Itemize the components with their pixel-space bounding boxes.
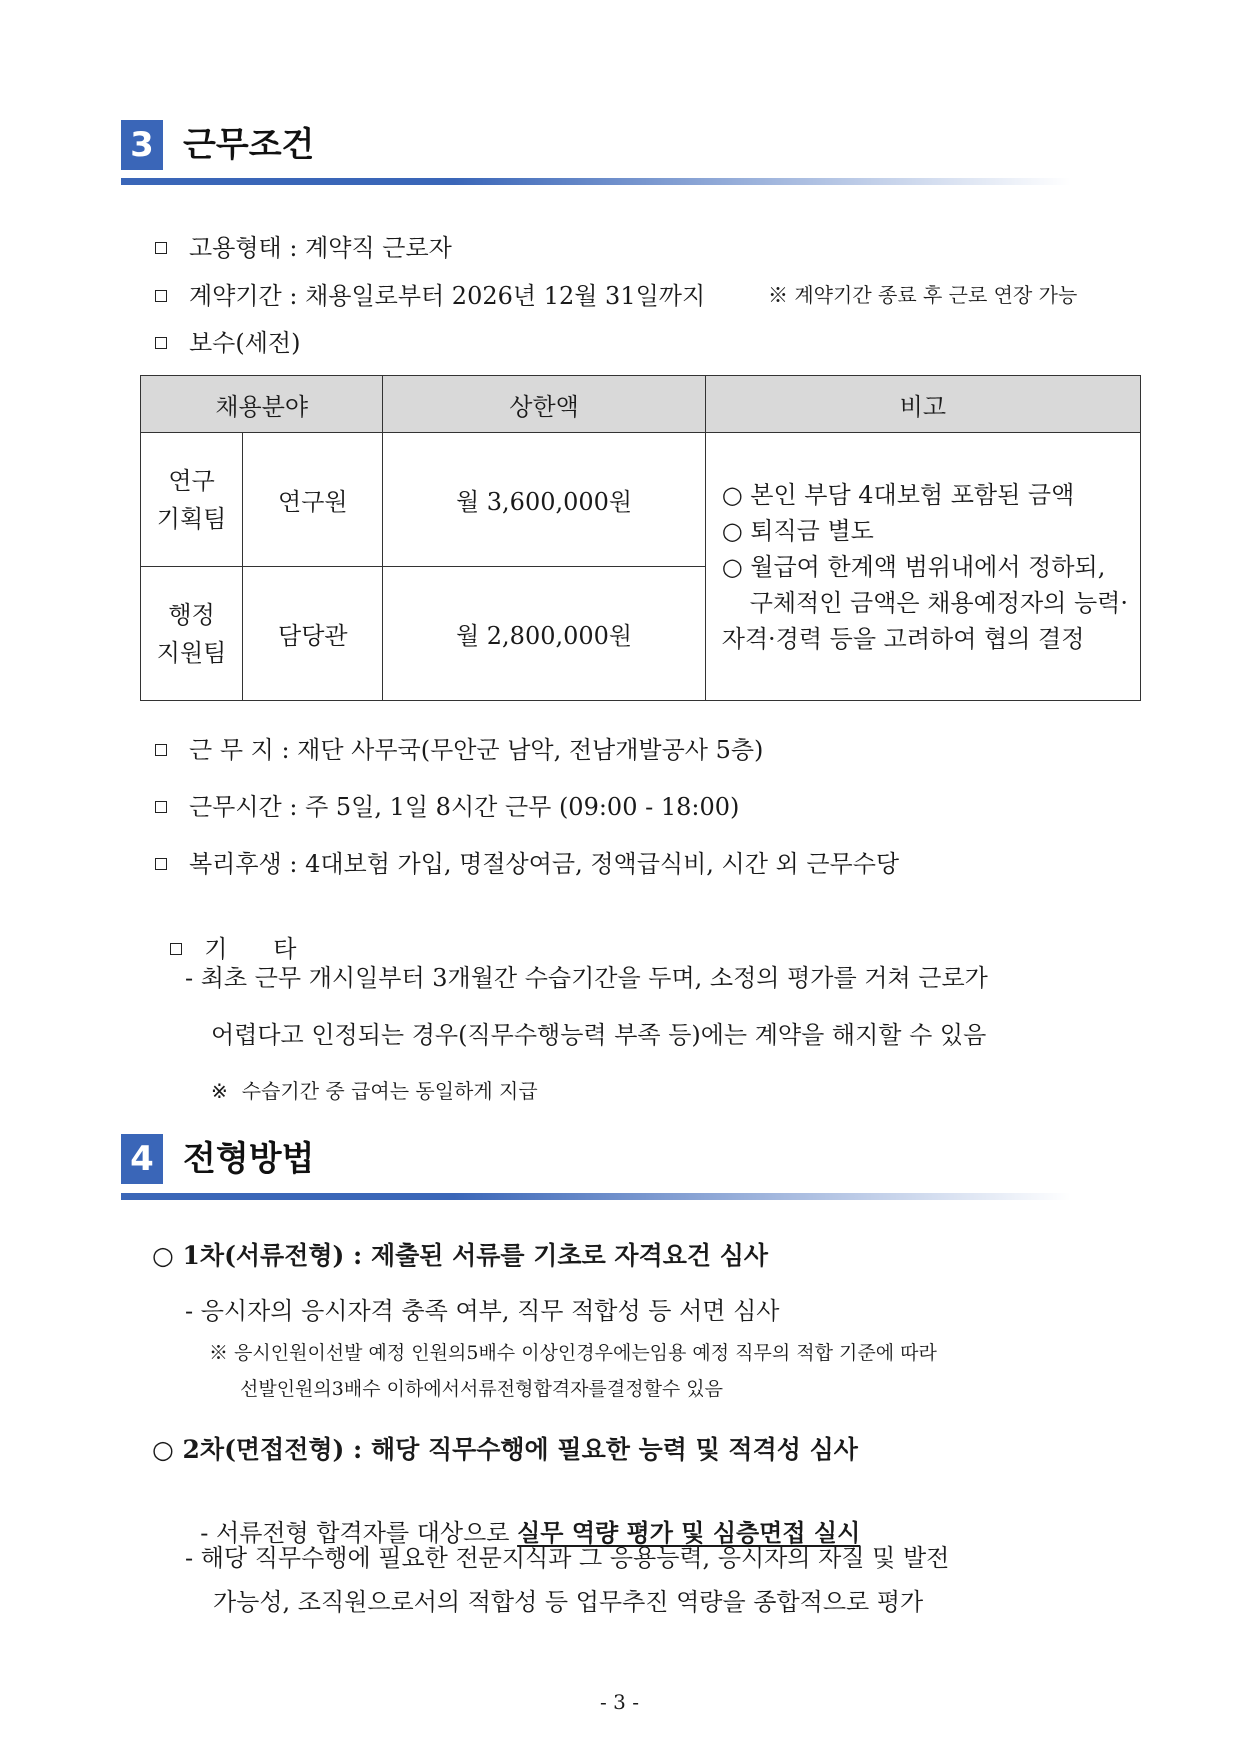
header-amount: 상한액 (383, 376, 705, 433)
stage-2-heading: ○ 2차(면접전형) : 해당 직무수행에 필요한 능력 및 적격성 심사 (152, 1435, 858, 1464)
amount-cell: 월 2,800,000원 (383, 567, 705, 701)
stage-2-line-3: 가능성, 조직원으로서의 적합성 등 업무추진 역량을 종합적으로 평가 (213, 1588, 924, 1616)
stage-1-note-1: ※ 응시인원이선발 예정 인원의5배수 이상인경우에는임용 예정 직무의 적합 기준에 따라 (209, 1342, 937, 1364)
square-bullet-icon (155, 801, 167, 813)
square-bullet-icon (155, 290, 167, 302)
amount-cell: 월 3,600,000원 (383, 433, 705, 567)
header-field: 채용분야 (141, 376, 383, 433)
section-4-divider (121, 1193, 1071, 1200)
stage-2-line-2: - 해당 직무수행에 필요한 전문지식과 그 응용능력, 응시자의 자질 및 발전 (185, 1544, 950, 1572)
page-number: - 3 - (600, 1690, 639, 1714)
section-3-number: 3 (121, 120, 163, 170)
etc-note: ※ 수습기간 중 급여는 동일하게 지급 (211, 1079, 538, 1103)
work-hours-item: 근무시간 : 주 5일, 1일 8시간 근무 (09:00 - 18:00) (155, 787, 739, 822)
header-remarks: 비고 (705, 376, 1140, 433)
etc-line-1: - 최초 근무 개시일부터 3개월간 수습기간을 두며, 소정의 평가를 거쳐 근로가 (185, 964, 988, 992)
stage-1-line: - 응시자의 응시자격 충족 여부, 직무 적합성 등 서면 심사 (185, 1297, 780, 1325)
remarks-cell: ○ 본인 부담 4대보험 포함된 금액 ○ 퇴직금 별도 ○ 월급여 한계액 범위내에서 정하되, 구체적인 금액은 채용예정자의 능력· 자격·경력 등을 고려하여 협의 결정 (705, 433, 1140, 701)
section-4-number: 4 (121, 1134, 163, 1184)
etc-item: 기 타 (155, 901, 296, 964)
contract-note: ※ 계약기간 종료 후 근로 연장 가능 (768, 283, 1078, 307)
stage-2-line-1: - 서류전형 합격자를 대상으로 실무 역량 평가 및 심층면접 실시 (200, 1518, 861, 1547)
salary-label-item: 보수(세전) (155, 323, 300, 358)
stage-1-heading: ○ 1차(서류전형) : 제출된 서류를 기초로 자격요건 심사 (152, 1241, 769, 1270)
salary-table (140, 375, 1141, 701)
salary-table-header (141, 376, 1141, 433)
section-3-divider (121, 178, 1071, 185)
table-row (141, 433, 1141, 567)
team-cell: 연구 기획팀 (141, 433, 243, 567)
stage-1-note-2: 선발인원의3배수 이하에서서류전형합격자를결정할수 있음 (240, 1378, 724, 1400)
section-4-title: 전형방법 (183, 1139, 315, 1179)
square-bullet-icon (155, 858, 167, 870)
workplace-item: 근 무 지 : 재단 사무국(무안군 남악, 전남개발공사 5층) (155, 730, 763, 765)
position-cell: 담당관 (243, 567, 383, 701)
square-bullet-icon (155, 744, 167, 756)
welfare-item: 복리후생 : 4대보험 가입, 명절상여금, 정액급식비, 시간 외 근무수당 (155, 844, 899, 879)
employment-type-item: 고용형태 : 계약직 근로자 (155, 228, 452, 263)
section-3-title: 근무조건 (183, 125, 315, 165)
contract-period-item: 계약기간 : 채용일로부터 2026년 12월 31일까지 (155, 276, 705, 311)
etc-line-2: 어렵다고 인정되는 경우(직무수행능력 부족 등)에는 계약을 해지할 수 있음 (211, 1021, 987, 1049)
stage-2-emphasis: 실무 역량 평가 및 심층면접 실시 (517, 1518, 861, 1547)
square-bullet-icon (155, 337, 167, 349)
position-cell: 연구원 (243, 433, 383, 567)
square-bullet-icon (170, 943, 182, 955)
team-cell: 행정 지원팀 (141, 567, 243, 701)
square-bullet-icon (155, 242, 167, 254)
